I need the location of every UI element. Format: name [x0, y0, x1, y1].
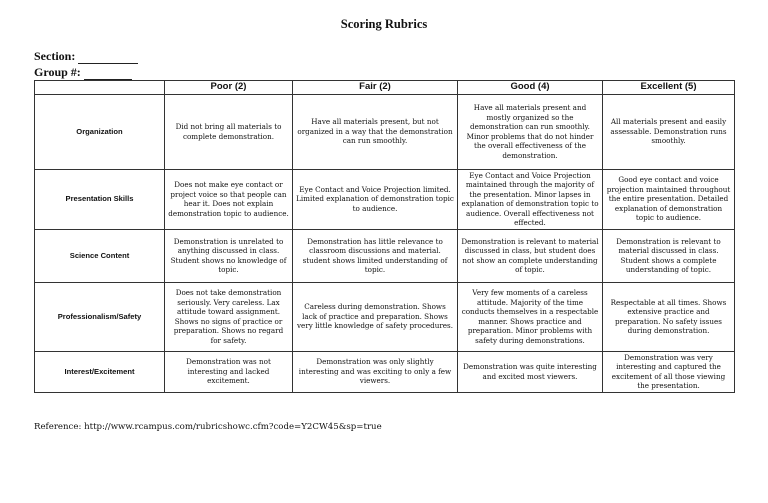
table-cell: Eye Contact and Voice Projection maintained through the majority of the presentation. Minor lapses in explanation of demonstration topic to audience. Overall effectiveness not effected.: [458, 169, 603, 229]
criterion-cell: Presentation Skills: [35, 169, 165, 229]
document-title: Scoring Rubrics: [340, 17, 428, 31]
group-field: [34, 65, 132, 80]
header-good: Good (4): [458, 81, 603, 95]
rubric-table: [34, 80, 735, 393]
table-cell: Demonstration is relevant to material discussed in class. Student shows a complete understanding of topic.: [603, 229, 735, 282]
table-cell: Demonstration was very interesting and captured the excitement of all those viewing the presentation.: [603, 351, 735, 392]
table-row: [35, 229, 735, 282]
table-cell: Demonstration is relevant to material discussed in class, but student does not show an complete understanding of topic.: [458, 229, 603, 282]
table-cell: Demonstration has little relevance to classroom discussions and material. student shows limited understanding of topic.: [293, 229, 458, 282]
table-row: [35, 351, 735, 392]
criterion-cell: Organization: [35, 94, 165, 169]
header-excellent: Excellent (5): [603, 81, 735, 95]
header-fair: Fair (2): [293, 81, 458, 95]
table-row: [35, 282, 735, 351]
table-cell: Did not bring all materials to complete demonstration.: [165, 94, 293, 169]
criterion-cell: Professionalism/Safety: [35, 282, 165, 351]
section-field: [34, 49, 138, 64]
section-label: Section:: [34, 49, 76, 63]
header-row: [35, 81, 735, 95]
table-cell: Demonstration is unrelated to anything discussed in class. Student shows no knowledge of topic.: [165, 229, 293, 282]
header-criterion: [35, 81, 165, 95]
table-cell: Very few moments of a careless attitude. Majority of the time conducts themselves in a respectable manner. Shows practice and preparation. Minor problems with safety during demonstrations.: [458, 282, 603, 351]
table-cell: Careless during demonstration. Shows lack of practice and preparation. Shows very little knowledge of safety procedures.: [293, 282, 458, 351]
section-blank-line: [78, 51, 138, 64]
criterion-cell: Science Content: [35, 229, 165, 282]
table-cell: Demonstration was quite interesting and excited most viewers.: [458, 351, 603, 392]
table-cell: Demonstration was not interesting and lacked excitement.: [165, 351, 293, 392]
table-cell: Respectable at all times. Shows extensive practice and preparation. No safety issues during demonstration.: [603, 282, 735, 351]
group-label: Group #:: [34, 65, 81, 79]
group-blank-line: [84, 67, 132, 80]
header-poor: Poor (2): [165, 81, 293, 95]
table-row: [35, 94, 735, 169]
table-cell: Have all materials present and mostly organized so the demonstration can run smoothly. Minor problems that do not hinder the overall effectiveness of the demonstration.: [458, 94, 603, 169]
criterion-cell: Interest/Excitement: [35, 351, 165, 392]
reference-text: Reference: http://www.rcampus.com/rubricshowc.cfm?code=Y2CW45&sp=true: [34, 422, 382, 432]
table-cell: Does not take demonstration seriously. Very careless. Lax attitude toward assignment. Shows no signs of practice or preparation. Shows no regard for safety.: [165, 282, 293, 351]
table-cell: Good eye contact and voice projection maintained throughout the entire presentation. Detailed explanation of demonstration topic to audience.: [603, 169, 735, 229]
table-cell: Demonstration was only slightly interesting and was exciting to only a few viewers.: [293, 351, 458, 392]
table-cell: All materials present and easily assessable. Demonstration runs smoothly.: [603, 94, 735, 169]
table-cell: Does not make eye contact or project voice so that people can hear it. Does not explain demonstration topic to audience.: [165, 169, 293, 229]
table-cell: Eye Contact and Voice Projection limited. Limited explanation of demonstration topic to audience.: [293, 169, 458, 229]
table-cell: Have all materials present, but not organized in a way that the demonstration can run smoothly.: [293, 94, 458, 169]
table-row: [35, 169, 735, 229]
